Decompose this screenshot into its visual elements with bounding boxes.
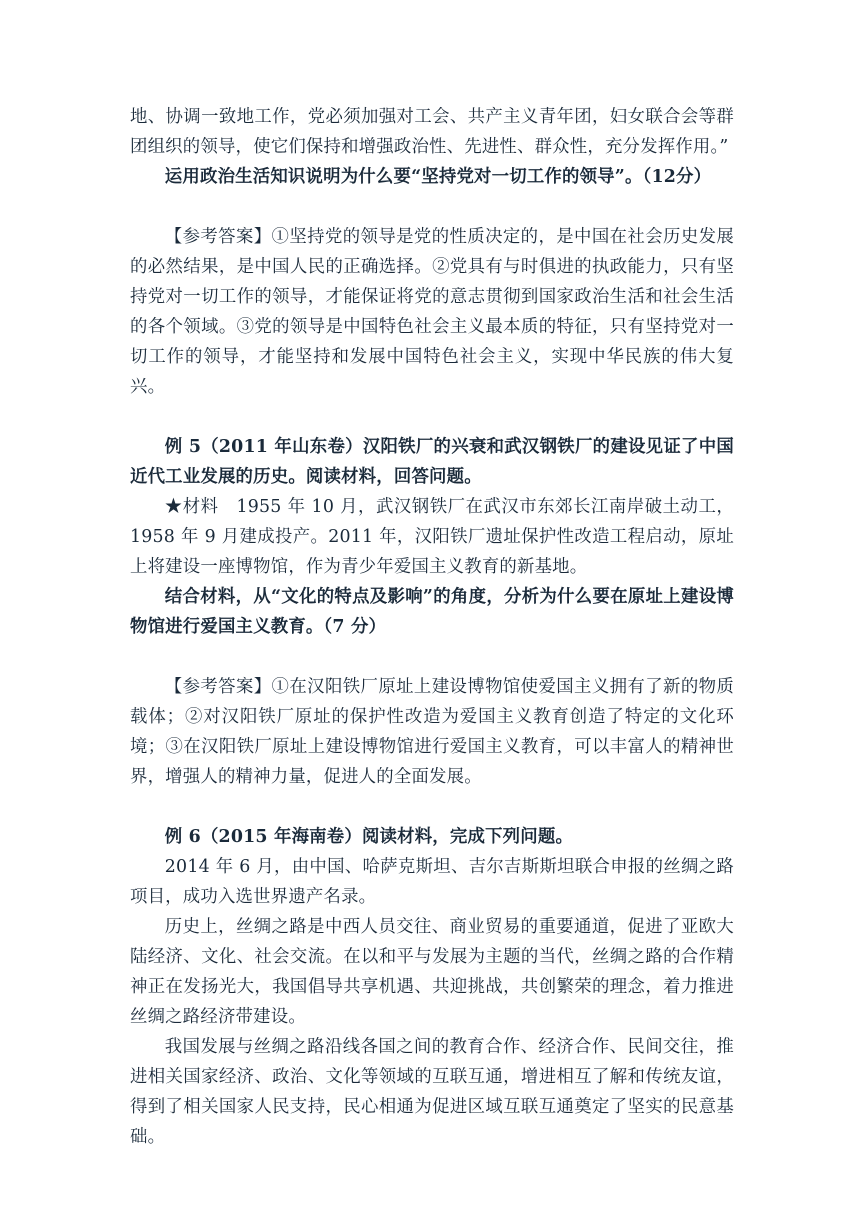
- answer-4: 【参考答案】①坚持党的领导是党的性质决定的，是中国在社会历史发展的必然结果，是中国人民的正确选择。②党具有与时俱进的执政能力，只有坚持党对一切工作的领导，才能保证将党的意志贯彻到国家政治生活和社会生活的各个领域。③党的领导是中国特色社会主义最本质的特征，只有坚持党对一切工作的领导，才能坚持和发展中国特色社会主义，实现中华民族的伟大复兴。: [130, 227, 734, 397]
- example-5-material: ★材料 1955 年 10 月，武汉钢铁厂在武汉市东郊长江南岸破土动工，1958 年 9 月建成投产。2011 年，汉阳铁厂遗址保护性改造工程启动，原址上将建设一座博物馆，作为青少年爱国主义教育的新基地。: [130, 497, 734, 577]
- example-6-paragraph-3: 我国发展与丝绸之路沿线各国之间的教育合作、经济合作、民间交往，推进相关国家经济、政治、文化等领域的互联互通，增进相互了解和传统友谊，得到了相关国家人民支持，民心相通为促进区域互联互通奠定了坚实的民意基础。: [130, 1037, 734, 1147]
- example-6-paragraph-2: 历史上，丝绸之路是中西人员交往、商业贸易的重要通道，促进了亚欧大陆经济、文化、社会交流。在以和平与发展为主题的当代，丝绸之路的合作精神正在发扬光大，我国倡导共享机遇、共迎挑战，共创繁荣的理念，着力推进丝绸之路经济带建设。: [130, 917, 734, 1027]
- example-5-title: 例 5（2011 年山东卷）汉阳铁厂的兴衰和武汉钢铁厂的建设见证了中国近代工业发展的历史。阅读材料，回答问题。: [130, 437, 734, 487]
- example-5-question: 结合材料，从“文化的特点及影响”的角度，分析为什么要在原址上建设博物馆进行爱国主义教育。（7 分）: [130, 587, 734, 637]
- document-page: [130, 102, 734, 1152]
- answer-5: 【参考答案】①在汉阳铁厂原址上建设博物馆使爱国主义拥有了新的物质载体；②对汉阳铁厂原址的保护性改造为爱国主义教育创造了特定的文化环境；③在汉阳铁厂原址上建设博物馆进行爱国主义教育，可以丰富人的精神世界，增强人的精神力量，促进人的全面发展。: [130, 677, 734, 787]
- example-6-title: 例 6（2015 年海南卷）阅读材料，完成下列问题。: [164, 827, 574, 847]
- paragraph-continued: 地、协调一致地工作，党必须加强对工会、共产主义青年团，妇女联合会等群团组织的领导，使它们保持和增强政治性、先进性、群众性，充分发挥作用。”: [130, 107, 734, 157]
- question-4: 运用政治生活知识说明为什么要“坚持党对一切工作的领导”。（12分）: [164, 167, 712, 187]
- example-6-paragraph-1: 2014 年 6 月，由中国、哈萨克斯坦、吉尔吉斯斯坦联合申报的丝绸之路项目，成功入选世界遗产名录。: [130, 857, 734, 907]
